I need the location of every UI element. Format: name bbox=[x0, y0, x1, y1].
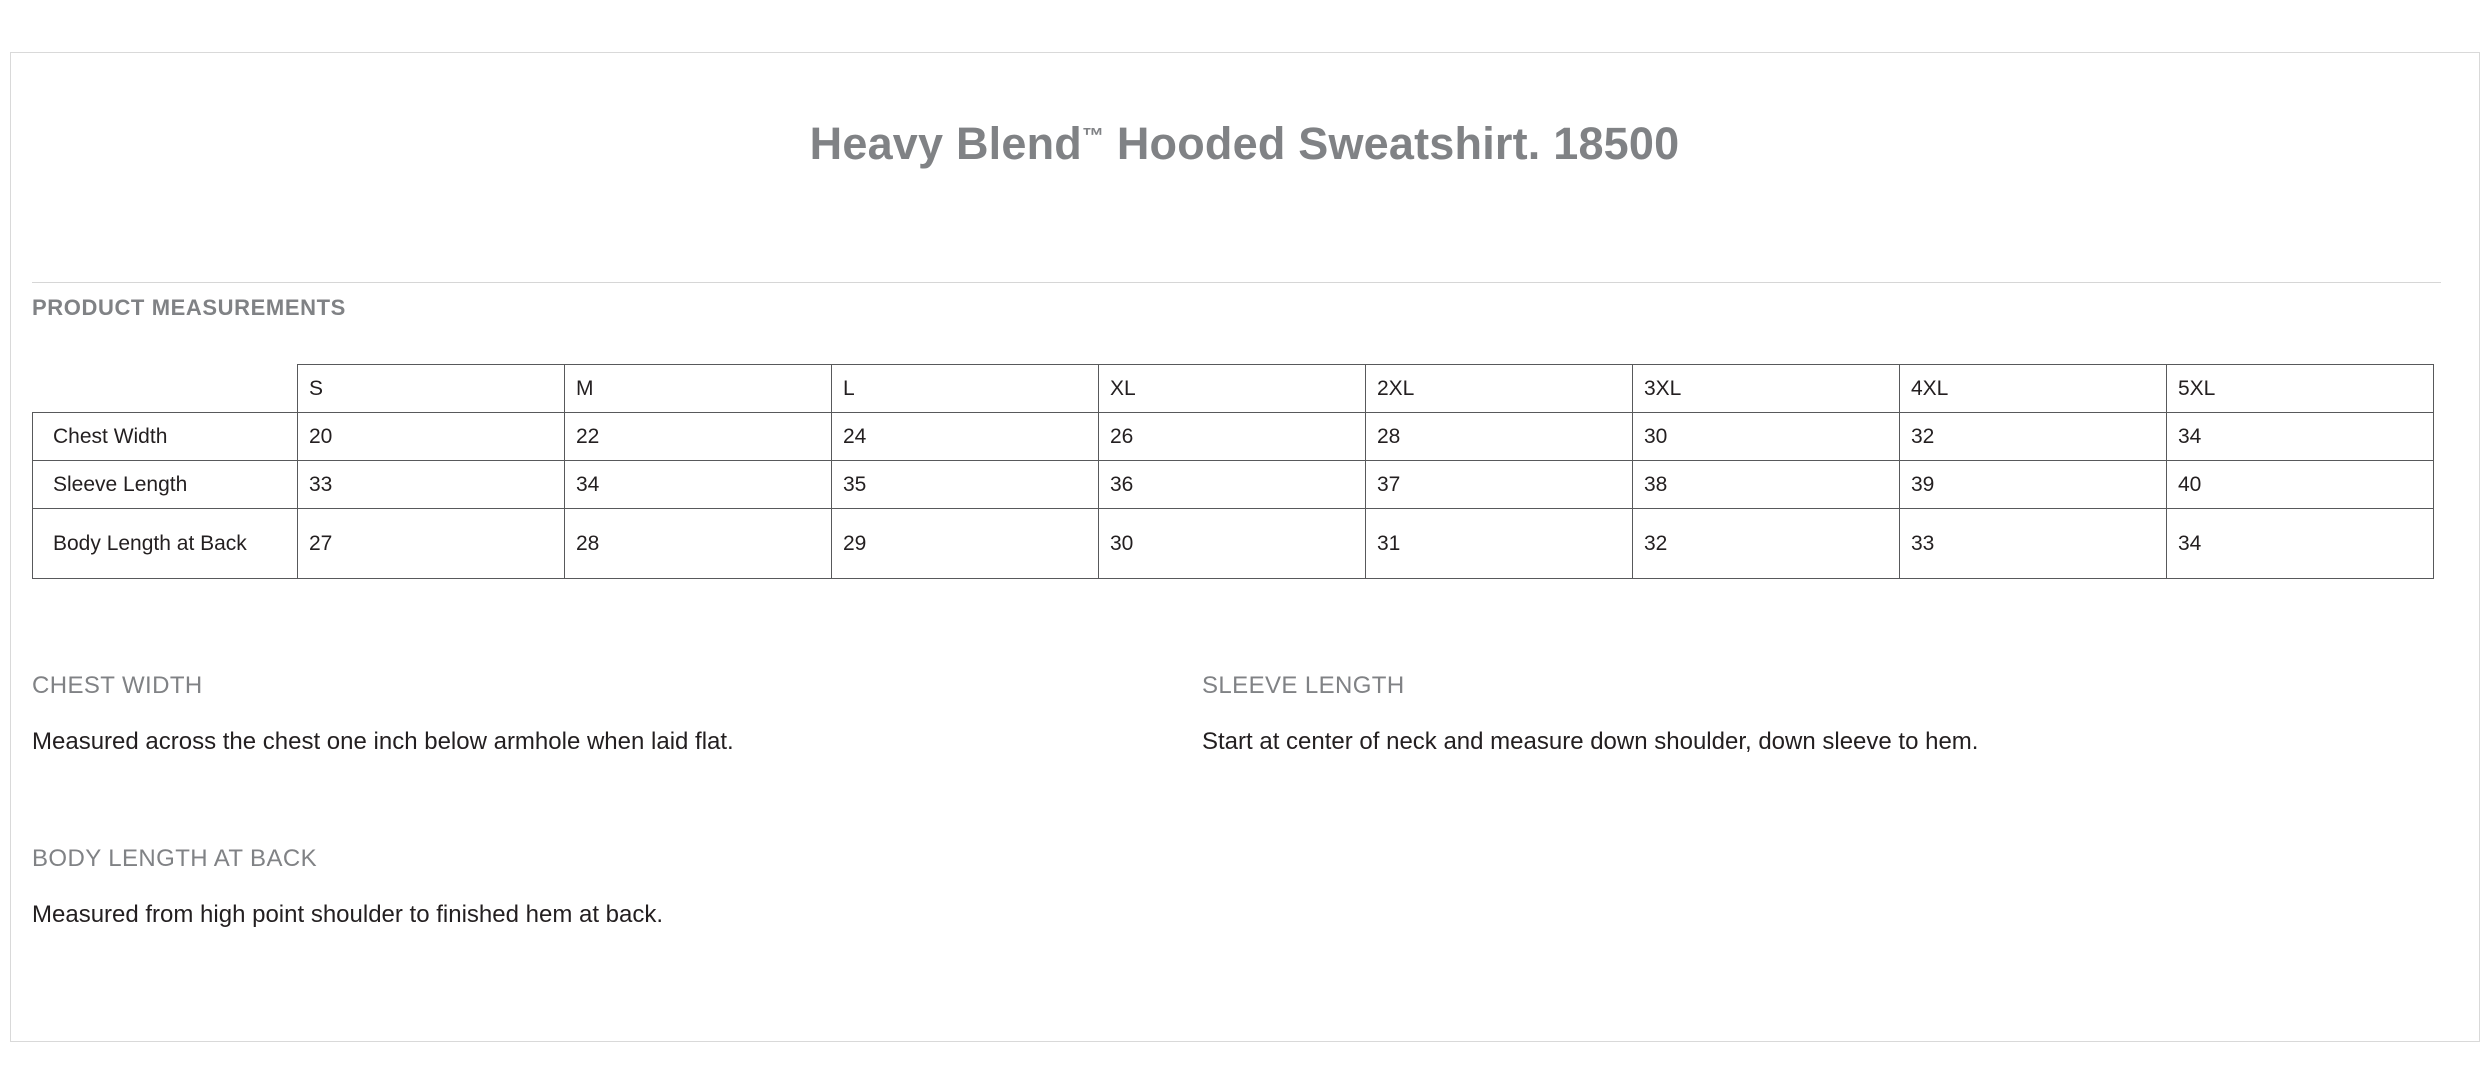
table-cell: 30 bbox=[1633, 413, 1900, 461]
definition-text: Start at center of neck and measure down shoulder, down sleeve to hem. bbox=[1202, 728, 1979, 755]
table-row bbox=[33, 509, 2434, 579]
table-cell: 37 bbox=[1366, 461, 1633, 509]
row-label: Sleeve Length bbox=[33, 461, 298, 509]
table-cell: 35 bbox=[832, 461, 1099, 509]
table-cell: 32 bbox=[1900, 413, 2167, 461]
column-header: XL bbox=[1099, 365, 1366, 413]
section-title: PRODUCT MEASUREMENTS bbox=[32, 295, 346, 320]
page-title-main: Heavy Blend bbox=[809, 118, 1082, 169]
column-header: L bbox=[832, 365, 1099, 413]
table-cell: 36 bbox=[1099, 461, 1366, 509]
table-cell: 26 bbox=[1099, 413, 1366, 461]
table-cell: 32 bbox=[1633, 509, 1900, 579]
column-header: M bbox=[565, 365, 832, 413]
table-cell: 40 bbox=[2167, 461, 2434, 509]
table-cell: 33 bbox=[1900, 509, 2167, 579]
table-cell: 24 bbox=[832, 413, 1099, 461]
column-header: 5XL bbox=[2167, 365, 2434, 413]
column-header: 3XL bbox=[1633, 365, 1900, 413]
trademark-symbol: ™ bbox=[1081, 123, 1105, 148]
table-cell: 30 bbox=[1099, 509, 1366, 579]
table-cell: 34 bbox=[2167, 413, 2434, 461]
definition-title: CHEST WIDTH bbox=[32, 672, 203, 699]
row-label: Body Length at Back bbox=[33, 509, 298, 579]
column-header: 2XL bbox=[1366, 365, 1633, 413]
table-cell: 31 bbox=[1366, 509, 1633, 579]
definition-text: Measured across the chest one inch below armhole when laid flat. bbox=[32, 728, 734, 755]
table-cell: 34 bbox=[2167, 509, 2434, 579]
table-row bbox=[33, 461, 2434, 509]
table-row bbox=[33, 413, 2434, 461]
page-title bbox=[0, 118, 2489, 170]
table-cell: 39 bbox=[1900, 461, 2167, 509]
definition-text: Measured from high point shoulder to finished hem at back. bbox=[32, 901, 664, 928]
table-cell: 22 bbox=[565, 413, 832, 461]
column-header: S bbox=[298, 365, 565, 413]
table-cell: 20 bbox=[298, 413, 565, 461]
definition-chest-width bbox=[32, 672, 734, 756]
table-cell: 27 bbox=[298, 509, 565, 579]
page-title-rest: Hooded Sweatshirt. 18500 bbox=[1104, 118, 1680, 169]
table-cell: 29 bbox=[832, 509, 1099, 579]
definition-body-length-at-back bbox=[32, 845, 663, 929]
definition-sleeve-length bbox=[1202, 672, 1978, 756]
table-cell: 28 bbox=[565, 509, 832, 579]
table-cell: 38 bbox=[1633, 461, 1900, 509]
table-header-row bbox=[33, 365, 2434, 413]
table-corner-cell bbox=[33, 365, 298, 413]
table-cell: 33 bbox=[298, 461, 565, 509]
row-label: Chest Width bbox=[33, 413, 298, 461]
definition-title: SLEEVE LENGTH bbox=[1202, 672, 1405, 699]
table-cell: 28 bbox=[1366, 413, 1633, 461]
header-divider bbox=[32, 282, 2441, 283]
product-measurements-table bbox=[32, 364, 2434, 579]
column-header: 4XL bbox=[1900, 365, 2167, 413]
definition-title: BODY LENGTH AT BACK bbox=[32, 845, 318, 872]
table-cell: 34 bbox=[565, 461, 832, 509]
